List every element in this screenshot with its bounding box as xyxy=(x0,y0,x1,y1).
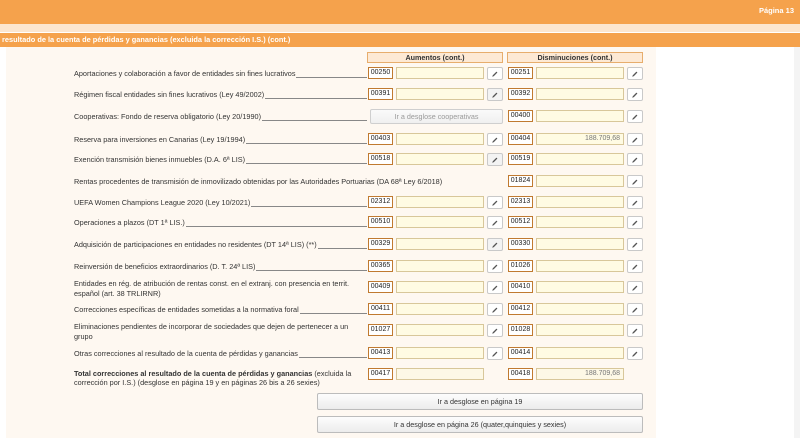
row-field-disminuciones[interactable] xyxy=(536,196,624,208)
edit-aumentos-button[interactable] xyxy=(487,196,503,209)
pencil-icon xyxy=(631,199,639,207)
edit-disminuciones-button[interactable] xyxy=(627,110,643,123)
vertical-scrollbar[interactable] xyxy=(794,47,800,438)
row-label: Reinversión de beneficios extraordinarios (D. T. 24ª LIS) xyxy=(74,262,256,271)
section-title: resultado de la cuenta de pérdidas y ganancias (excluida la corrección I.S.) (cont.) xyxy=(0,33,800,47)
row-code-disminuciones: 00412 xyxy=(508,303,533,315)
edit-disminuciones-button[interactable] xyxy=(627,153,643,166)
pencil-glyph xyxy=(491,327,499,335)
row-field-aumentos[interactable] xyxy=(396,88,484,100)
pencil-glyph xyxy=(491,350,499,358)
row-label: Aportaciones y colaboración a favor de entidades sin fines lucrativos xyxy=(74,69,296,78)
row-field-aumentos[interactable] xyxy=(396,133,484,145)
edit-disminuciones-button[interactable] xyxy=(627,175,643,188)
pencil-icon xyxy=(631,178,639,186)
row-label: Otras correcciones al resultado de la cuenta de pérdidas y ganancias xyxy=(74,349,298,358)
desglose-cooperativas-button[interactable]: Ir a desglose cooperativas xyxy=(370,109,503,124)
row-label: Cooperativas: Fondo de reserva obligatorio (Ley 20/1990) xyxy=(74,112,261,121)
leader-line xyxy=(296,77,367,78)
row-field-disminuciones[interactable] xyxy=(536,347,624,359)
row-code-disminuciones: 00410 xyxy=(508,281,533,293)
pencil-glyph xyxy=(631,219,639,227)
pencil-glyph xyxy=(631,241,639,249)
edit-aumentos-button[interactable] xyxy=(487,324,503,337)
row-code-disminuciones: 00512 xyxy=(508,216,533,228)
row-code-aumentos: 00365 xyxy=(368,260,393,272)
edit-aumentos-button[interactable] xyxy=(487,133,503,146)
row-label: Entidades en rég. de atribución de rentas const. en el extranj. con presencia en territ. xyxy=(74,279,350,288)
pencil-glyph xyxy=(491,199,499,207)
row-code-disminuciones: 00392 xyxy=(508,88,533,100)
leader-line xyxy=(318,248,367,249)
edit-disminuciones-button[interactable] xyxy=(627,238,643,251)
pencil-icon xyxy=(631,219,639,227)
pencil-icon xyxy=(631,136,639,144)
edit-disminuciones-button[interactable] xyxy=(627,88,643,101)
row-code-disminuciones: 01028 xyxy=(508,324,533,336)
column-header-aumentos: Aumentos (cont.) xyxy=(367,52,503,63)
pencil-icon xyxy=(491,199,499,207)
leader-line xyxy=(262,120,367,121)
row-label: Correcciones específicas de entidades sometidas a la normativa foral xyxy=(74,305,299,314)
row-field-aumentos[interactable] xyxy=(396,153,484,165)
pencil-icon xyxy=(491,350,499,358)
row-field-aumentos[interactable] xyxy=(396,67,484,79)
pencil-icon xyxy=(631,327,639,335)
row-code-disminuciones: 00400 xyxy=(508,110,533,122)
row-field-aumentos[interactable] xyxy=(396,347,484,359)
pencil-glyph xyxy=(631,113,639,121)
pencil-glyph xyxy=(491,306,499,314)
row-label: Régimen fiscal entidades sin fines lucrativos (Ley 49/2002) xyxy=(74,90,265,99)
row-code-aumentos: 00391 xyxy=(368,88,393,100)
row-code-disminuciones: 00251 xyxy=(508,67,533,79)
row-field-disminuciones[interactable] xyxy=(536,238,624,250)
edit-aumentos-button[interactable] xyxy=(487,67,503,80)
row-code-aumentos: 00409 xyxy=(368,281,393,293)
pencil-icon xyxy=(491,91,499,99)
leader-line xyxy=(299,357,367,358)
pencil-icon xyxy=(491,156,499,164)
row-label: UEFA Women Champions League 2020 (Ley 10/2021) xyxy=(74,198,251,207)
row-code-aumentos: 00413 xyxy=(368,347,393,359)
row-label: Operaciones a plazos (DT 1ª LIS.) xyxy=(74,218,185,227)
row-field-aumentos[interactable] xyxy=(396,281,484,293)
pencil-glyph xyxy=(631,156,639,164)
pencil-icon xyxy=(491,306,499,314)
pencil-icon xyxy=(491,136,499,144)
total-label-bold: Total correcciones al resultado de la cuenta de pérdidas y ganancias xyxy=(74,369,313,378)
pencil-glyph xyxy=(631,350,639,358)
pencil-icon xyxy=(631,350,639,358)
total-field-disminuciones: 188.709,68 xyxy=(536,368,624,380)
edit-aumentos-button[interactable] xyxy=(487,281,503,294)
edit-aumentos-button[interactable] xyxy=(487,216,503,229)
row-field-disminuciones[interactable]: 188.709,68 xyxy=(536,133,624,145)
pencil-icon xyxy=(491,263,499,271)
row-label-line2: grupo xyxy=(74,332,93,341)
leader-line xyxy=(265,98,367,99)
row-field-aumentos[interactable] xyxy=(396,196,484,208)
pencil-glyph xyxy=(631,91,639,99)
pencil-glyph xyxy=(631,327,639,335)
row-field-disminuciones[interactable] xyxy=(536,260,624,272)
top-header-bar xyxy=(0,0,800,24)
row-label: Exención transmisión bienes inmuebles (D.A. 6ª LIS) xyxy=(74,155,246,164)
pencil-icon xyxy=(631,91,639,99)
row-label: Rentas procedentes de transmisión de inmovilizado obtenidas por las Autoridades Portuarias (DA 68ª Ley 6/2018) xyxy=(74,177,443,186)
row-code-disminuciones: 00330 xyxy=(508,238,533,250)
edit-disminuciones-button[interactable] xyxy=(627,196,643,209)
total-label-rest: (excluida la xyxy=(312,369,352,378)
row-field-disminuciones[interactable] xyxy=(536,67,624,79)
edit-disminuciones-button[interactable] xyxy=(627,347,643,360)
pencil-glyph xyxy=(491,91,499,99)
total-field-aumentos xyxy=(396,368,484,380)
row-label-line2: español (art. 38 TRLIRNR) xyxy=(74,289,161,298)
pencil-icon xyxy=(491,327,499,335)
row-field-aumentos[interactable] xyxy=(396,238,484,250)
leader-line xyxy=(246,143,367,144)
pencil-glyph xyxy=(631,70,639,78)
row-field-disminuciones[interactable] xyxy=(536,88,624,100)
leader-line xyxy=(256,270,367,271)
row-field-aumentos[interactable] xyxy=(396,260,484,272)
row-code-aumentos: 01027 xyxy=(368,324,393,336)
row-field-aumentos[interactable] xyxy=(396,216,484,228)
pencil-glyph xyxy=(491,70,499,78)
total-code-aumentos: 00417 xyxy=(368,368,393,380)
row-code-aumentos: 02312 xyxy=(368,196,393,208)
edit-aumentos-button[interactable] xyxy=(487,260,503,273)
row-code-disminuciones: 00414 xyxy=(508,347,533,359)
row-label: Eliminaciones pendientes de incorporar de sociedades que dejen de pertenecer a un xyxy=(74,322,349,331)
leader-line xyxy=(246,163,367,164)
pencil-glyph xyxy=(491,219,499,227)
pencil-glyph xyxy=(491,263,499,271)
total-label-line2: corrección por I.S.) (desglose en página 19 y en páginas 26 bis a 26 sexies) xyxy=(74,378,320,387)
edit-disminuciones-button[interactable] xyxy=(627,133,643,146)
pencil-glyph xyxy=(631,284,639,292)
row-field-disminuciones[interactable] xyxy=(536,303,624,315)
row-field-disminuciones[interactable] xyxy=(536,281,624,293)
edit-aumentos-button[interactable] xyxy=(487,303,503,316)
row-label: Reserva para inversiones en Canarias (Ley 19/1994) xyxy=(74,135,246,144)
pencil-icon xyxy=(491,241,499,249)
pencil-glyph xyxy=(631,306,639,314)
pencil-glyph xyxy=(491,241,499,249)
desglose-pagina-26-button[interactable]: Ir a desglose en página 26 (quater,quinquies y sexies) xyxy=(317,416,643,433)
row-label: Adquisición de participaciones en entidades no residentes (DT 14ª LIS) (**) xyxy=(74,240,317,249)
total-code-disminuciones: 00418 xyxy=(508,368,533,380)
edit-aumentos-button[interactable] xyxy=(487,238,503,251)
row-field-disminuciones[interactable] xyxy=(536,324,624,336)
pencil-icon xyxy=(631,284,639,292)
row-code-disminuciones: 00404 xyxy=(508,133,533,145)
pencil-glyph xyxy=(631,136,639,144)
edit-aumentos-button[interactable] xyxy=(487,153,503,166)
row-code-disminuciones: 02313 xyxy=(508,196,533,208)
edit-disminuciones-button[interactable] xyxy=(627,324,643,337)
pencil-icon xyxy=(631,156,639,164)
row-code-aumentos: 00250 xyxy=(368,67,393,79)
pencil-icon xyxy=(491,284,499,292)
row-field-disminuciones[interactable] xyxy=(536,175,624,187)
desglose-pagina-19-button[interactable]: Ir a desglose en página 19 xyxy=(317,393,643,410)
row-code-disminuciones: 01026 xyxy=(508,260,533,272)
page-number: Página 13 xyxy=(758,6,794,15)
row-field-disminuciones[interactable] xyxy=(536,110,624,122)
pencil-icon xyxy=(631,113,639,121)
pencil-glyph xyxy=(491,136,499,144)
edit-disminuciones-button[interactable] xyxy=(627,281,643,294)
row-code-aumentos: 00329 xyxy=(368,238,393,250)
total-label xyxy=(74,369,351,378)
pencil-glyph xyxy=(491,284,499,292)
pencil-icon xyxy=(631,70,639,78)
leader-line xyxy=(300,313,367,314)
row-code-disminuciones: 01824 xyxy=(508,175,533,187)
column-header-disminuciones: Disminuciones (cont.) xyxy=(507,52,643,63)
pencil-icon xyxy=(631,263,639,271)
pencil-glyph xyxy=(491,156,499,164)
row-field-aumentos[interactable] xyxy=(396,324,484,336)
leader-line xyxy=(251,206,367,207)
edit-disminuciones-button[interactable] xyxy=(627,216,643,229)
leader-line xyxy=(186,226,367,227)
pencil-icon xyxy=(491,70,499,78)
row-code-aumentos: 00411 xyxy=(368,303,393,315)
pencil-icon xyxy=(631,241,639,249)
row-code-aumentos: 00518 xyxy=(368,153,393,165)
row-code-aumentos: 00403 xyxy=(368,133,393,145)
row-code-aumentos: 00510 xyxy=(368,216,393,228)
header-strip xyxy=(0,24,800,32)
edit-disminuciones-button[interactable] xyxy=(627,303,643,316)
row-field-disminuciones[interactable] xyxy=(536,153,624,165)
row-code-disminuciones: 00519 xyxy=(508,153,533,165)
row-field-disminuciones[interactable] xyxy=(536,216,624,228)
edit-disminuciones-button[interactable] xyxy=(627,260,643,273)
edit-disminuciones-button[interactable] xyxy=(627,67,643,80)
row-field-aumentos[interactable] xyxy=(396,303,484,315)
pencil-glyph xyxy=(631,178,639,186)
pencil-icon xyxy=(491,219,499,227)
pencil-glyph xyxy=(631,263,639,271)
pencil-icon xyxy=(631,306,639,314)
edit-aumentos-button[interactable] xyxy=(487,347,503,360)
edit-aumentos-button[interactable] xyxy=(487,88,503,101)
pencil-glyph xyxy=(631,199,639,207)
